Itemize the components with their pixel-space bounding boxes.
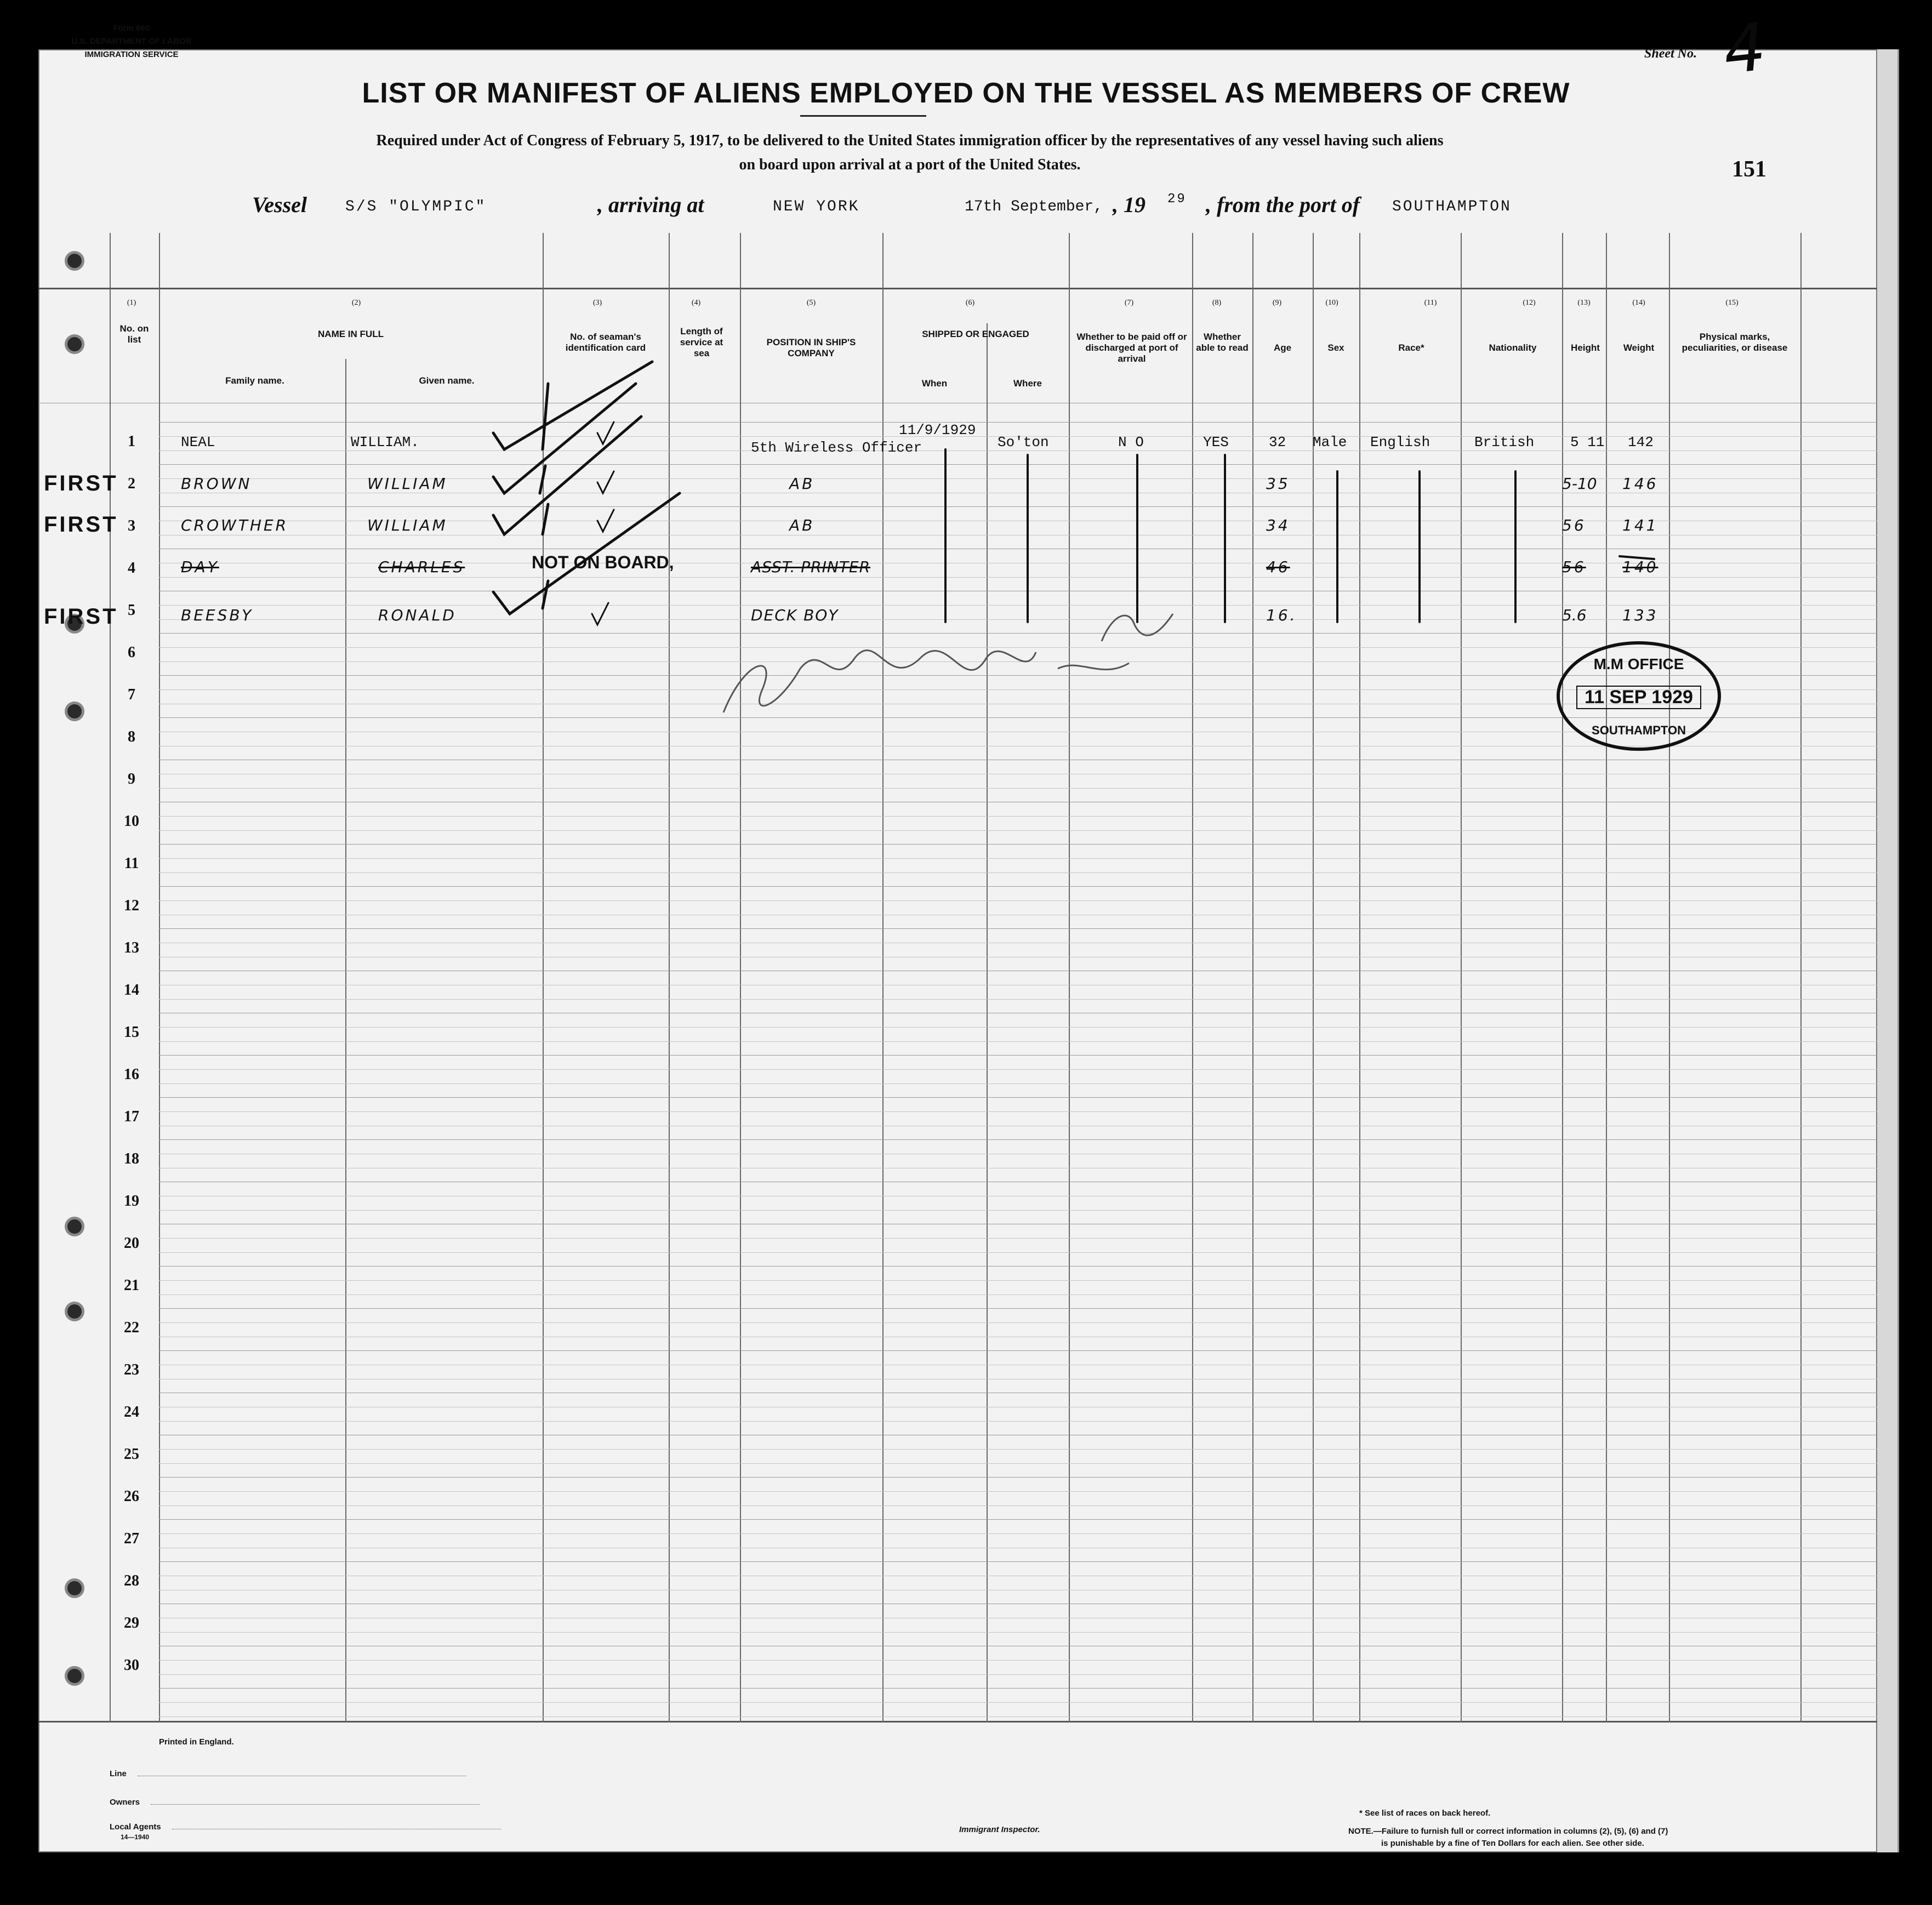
row-number: 3 <box>128 517 135 534</box>
header-given-name: Given name. <box>419 375 475 386</box>
row5-given-name: RONALD <box>378 606 457 624</box>
tally-mark <box>543 581 548 608</box>
sheet-number: 4 <box>1719 9 1770 89</box>
column-number: (13) <box>1577 299 1591 307</box>
row2-height: 5-10 <box>1562 475 1597 493</box>
year-prefix: , 19 <box>1113 192 1145 217</box>
ditto-line <box>1620 556 1654 559</box>
column-number: (2) <box>351 299 361 307</box>
stamp-location: SOUTHAMPTON <box>1592 723 1686 737</box>
row5-weight: 133 <box>1622 606 1659 624</box>
header-shipped-engaged: SHIPPED OR ENGAGED <box>922 329 1029 339</box>
stamp-date: 11 SEP 1929 <box>1576 686 1701 709</box>
tally-mark <box>543 504 548 534</box>
row2-position: AB <box>789 475 815 493</box>
row3-family-name: CROWTHER <box>181 516 289 534</box>
column-number: (4) <box>691 299 701 307</box>
vessel-name: S/S "OLYMPIC" <box>345 198 487 215</box>
row4-position: ASST. PRINTER <box>751 558 871 576</box>
row3-given-name: WILLIAM <box>367 516 448 534</box>
printed-in-england: Printed in England. <box>159 1737 234 1747</box>
row2-weight: 146 <box>1622 475 1659 493</box>
column-number: (14) <box>1632 299 1645 307</box>
footer-owners <box>110 1798 480 1807</box>
row4-age: 46 <box>1266 558 1290 576</box>
mm-office-stamp <box>1557 641 1721 751</box>
row3-height: 56 <box>1562 516 1586 534</box>
agents-label: Local Agents <box>110 1822 161 1832</box>
row1-paid-off: N O <box>1118 434 1144 450</box>
row-number: 22 <box>124 1319 139 1336</box>
row1-where: So'ton <box>998 434 1049 450</box>
row4-weight: 140 <box>1622 558 1659 576</box>
checkmark <box>592 603 608 625</box>
row5-age: 16. <box>1266 606 1297 624</box>
page-number: 151 <box>1732 157 1766 182</box>
row2-family-name: BROWN <box>181 475 252 493</box>
row3-age: 34 <box>1266 516 1290 534</box>
subtitle-line-2: on board upon arrival at a port of the United States. <box>739 156 1081 173</box>
row1-when: 11/9/1929 <box>899 422 976 438</box>
row-number: 27 <box>124 1530 139 1547</box>
arriving-label: , arriving at <box>597 192 704 217</box>
row-number: 13 <box>124 939 139 956</box>
header-no-on-list: No. on list <box>119 323 149 345</box>
row4-height: 56 <box>1562 558 1586 576</box>
row5-height: 5.6 <box>1562 606 1587 624</box>
header-weight: Weight <box>1623 343 1655 353</box>
column-number: (12) <box>1523 299 1536 307</box>
row4-not-on-board: NOT ON BOARD, <box>532 552 674 572</box>
header-when: When <box>921 378 948 389</box>
year-suffix: 29 <box>1167 192 1187 207</box>
form-number: Form 660 <box>113 24 150 33</box>
department-name: U.S. DEPARTMENT OF LABOR <box>71 37 192 46</box>
row1-able-read: YES <box>1203 434 1229 450</box>
checkmark <box>493 493 680 614</box>
agents-code: 14—1940 <box>121 1833 150 1841</box>
row-number: 6 <box>128 644 135 661</box>
row-number: 8 <box>128 728 135 745</box>
row-number: 9 <box>128 771 135 788</box>
column-number: (7) <box>1124 299 1134 307</box>
header-sex: Sex <box>1327 343 1344 353</box>
header-family-name: Family name. <box>225 375 284 386</box>
immigrant-inspector: Immigrant Inspector. <box>959 1825 1040 1834</box>
row5-family-name: BEESBY <box>181 606 254 624</box>
row-number: 23 <box>124 1361 139 1378</box>
pencil-signature <box>723 614 1173 712</box>
vessel-label: Vessel <box>252 192 307 217</box>
line-label: Line <box>110 1769 127 1778</box>
header-paid-off: Whether to be paid off or discharged at port of arrival <box>1076 332 1187 364</box>
row-number: 16 <box>124 1066 139 1083</box>
row2-age: 35 <box>1266 475 1290 493</box>
row-number: 26 <box>124 1488 139 1505</box>
row3-position: AB <box>789 516 815 534</box>
column-number: (6) <box>965 299 975 307</box>
row-number: 28 <box>124 1572 139 1589</box>
row1-height: 5 11 <box>1570 434 1605 450</box>
penalty-note-2: is punishable by a fine of Ten Dollars for each alien. See other side. <box>1381 1839 1644 1848</box>
row1-given-name: WILLIAM. <box>351 434 419 450</box>
column-number: (5) <box>806 299 816 307</box>
row3-weight: 141 <box>1622 516 1659 534</box>
header-age: Age <box>1273 343 1292 353</box>
row5-first-stamp: FIRST <box>44 604 118 629</box>
row-number: 11 <box>124 855 139 872</box>
header-where: Where <box>1013 378 1042 389</box>
header-length-service: Length of service at sea <box>680 326 723 358</box>
row-number: 21 <box>124 1277 139 1294</box>
header-name-in-full: NAME IN FULL <box>318 329 384 339</box>
column-number: (3) <box>592 299 602 307</box>
row4-given-name: CHARLES <box>378 558 465 576</box>
header-physical-marks: Physical marks, peculiarities, or disease <box>1682 332 1788 353</box>
tally-mark <box>540 466 545 493</box>
row1-age: 32 <box>1269 434 1286 450</box>
stamp-office: M.M OFFICE <box>1593 655 1684 672</box>
row-number: 12 <box>124 897 139 914</box>
checkmark <box>493 417 641 534</box>
column-number: (1) <box>127 299 136 307</box>
penalty-note-1: NOTE.—Failure to furnish full or correct information in columns (2), (5), (6) and (7) <box>1348 1827 1668 1836</box>
column-number: (8) <box>1212 299 1222 307</box>
header-able-read: Whether able to read <box>1196 332 1249 353</box>
row4-family-name: DAY <box>181 558 219 576</box>
sheet-label: Sheet No. <box>1644 47 1697 61</box>
row1-nationality: British <box>1474 434 1535 450</box>
row-number: 25 <box>124 1446 139 1463</box>
subtitle-line-1: Required under Act of Congress of February 5, 1917, to be delivered to the United States immigration officer by the representatives of any vessel having such aliens <box>376 132 1444 149</box>
footer-agents <box>110 1822 501 1832</box>
row-number: 2 <box>128 475 135 492</box>
row2-first-stamp: FIRST <box>44 471 118 495</box>
races-note: * See list of races on back hereof. <box>1359 1809 1491 1818</box>
header-id-card: No. of seaman's identification card <box>565 332 646 353</box>
column-number: (9) <box>1272 299 1282 307</box>
page-title: LIST OR MANIFEST OF ALIENS EMPLOYED ON THE VESSEL AS MEMBERS OF CREW <box>362 77 1570 109</box>
from-label: , from the port of <box>1206 192 1360 217</box>
row-number: 18 <box>124 1150 139 1167</box>
arrival-date: 17th September, <box>965 198 1103 215</box>
tally-mark <box>543 384 548 449</box>
row-number: 20 <box>124 1235 139 1252</box>
checkmark <box>597 510 614 532</box>
row3-first-stamp: FIRST <box>44 512 118 537</box>
row2-given-name: WILLIAM <box>367 475 448 493</box>
row-number: 15 <box>124 1024 139 1041</box>
row-number: 29 <box>124 1615 139 1632</box>
header-nationality: Nationality <box>1489 343 1537 353</box>
row-number: 24 <box>124 1404 139 1421</box>
header-position: POSITION IN SHIP'S COMPANY <box>766 337 856 358</box>
row1-weight: 142 <box>1628 434 1654 450</box>
departure-port: SOUTHAMPTON <box>1392 198 1512 215</box>
row-number: 10 <box>124 813 139 830</box>
column-number: (15) <box>1725 299 1739 307</box>
row1-sex: Male <box>1313 434 1347 450</box>
row-number: 14 <box>124 982 139 999</box>
row1-family-name: NEAL <box>181 434 215 450</box>
row1-race: English <box>1370 434 1431 450</box>
row5-position: DECK BOY <box>751 606 839 624</box>
row-number: 5 <box>128 602 135 619</box>
row-number: 7 <box>128 686 135 703</box>
row-number: 1 <box>128 433 135 450</box>
arrival-port: NEW YORK <box>773 198 860 215</box>
column-number: (10) <box>1325 299 1338 307</box>
header-height: Height <box>1571 343 1600 353</box>
owners-label: Owners <box>110 1798 140 1807</box>
row1-position: 5th Wireless Officer <box>751 440 922 456</box>
checkmark <box>597 471 614 493</box>
header-race: Race* <box>1398 343 1424 353</box>
column-number: (11) <box>1424 299 1437 307</box>
row-number: 4 <box>128 560 135 577</box>
row-number: 19 <box>124 1193 139 1210</box>
row-number: 17 <box>124 1108 139 1125</box>
row-number: 30 <box>124 1657 139 1674</box>
service-name: IMMIGRATION SERVICE <box>84 50 179 59</box>
footer-line <box>110 1769 466 1778</box>
